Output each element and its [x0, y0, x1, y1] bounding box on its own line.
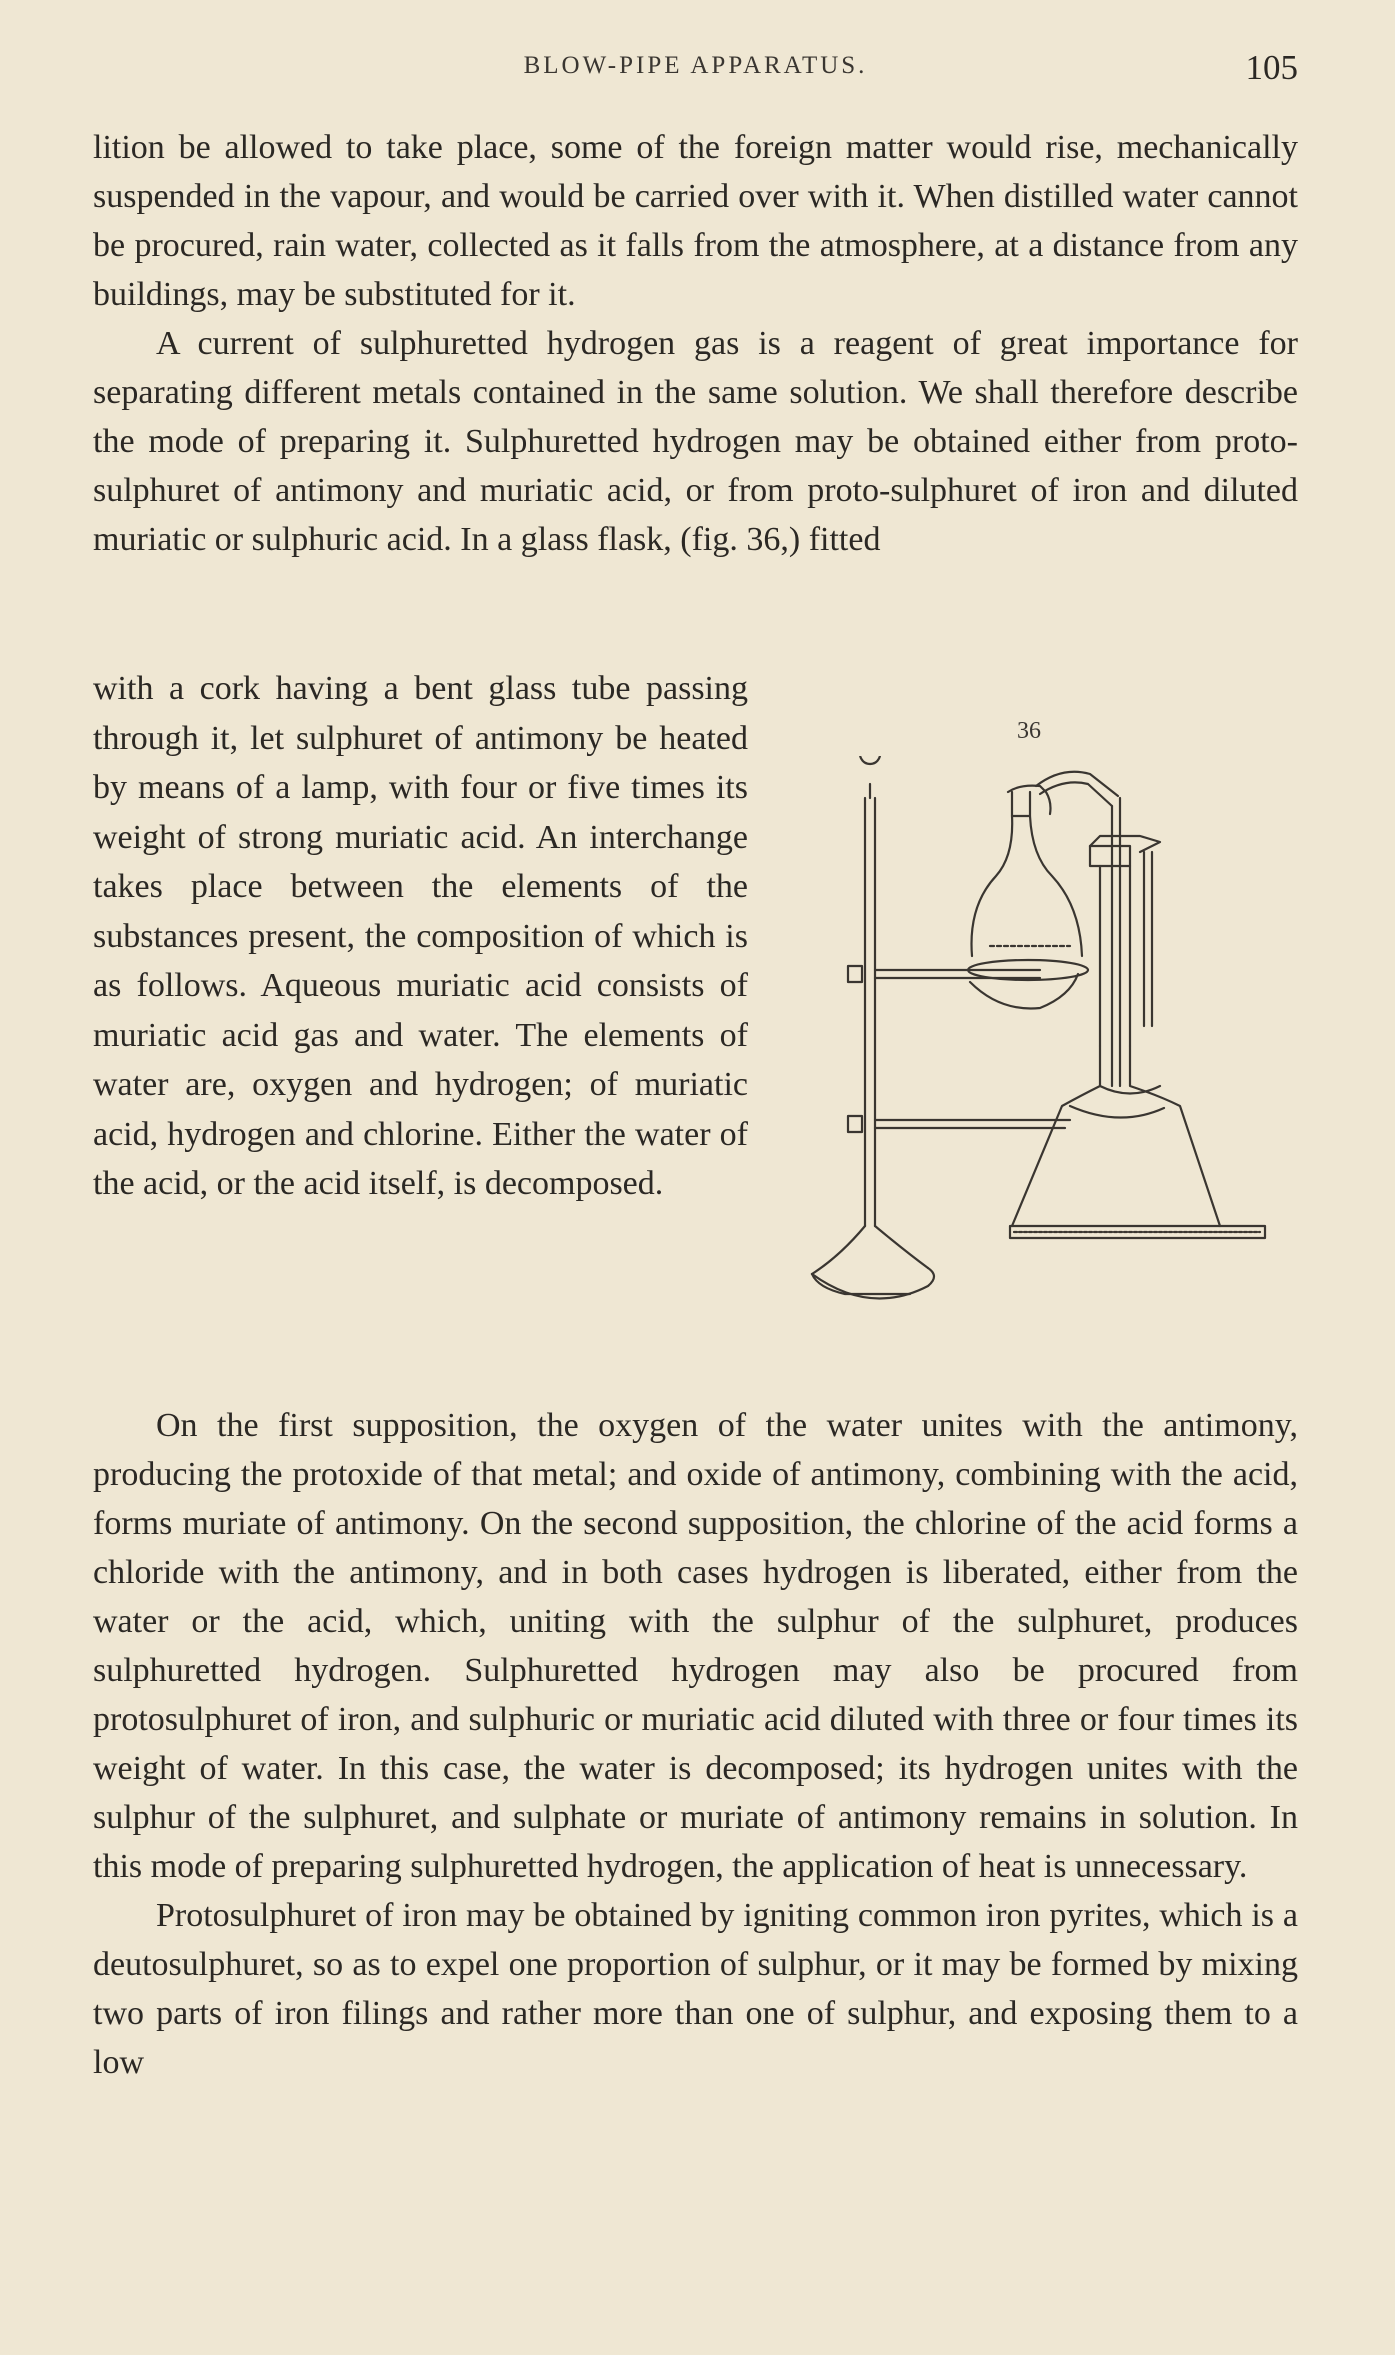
wrapped-text-column	[93, 664, 748, 1209]
flask-apparatus-illustration	[800, 756, 1310, 1356]
base-plate	[1010, 1226, 1265, 1238]
wash-bottle	[1012, 836, 1220, 1226]
glass-flask	[968, 786, 1088, 1009]
paragraph-antimony-heating: with a cork having a bent glass tube passing through it, let sulphuret of antimony be heated by means of a lamp, with four or five times its weight of strong muriatic acid. An interchange takes place between the elements of the substances present, the composition of which is as follows. Aqueous muriatic acid consists of muriatic acid gas and water. The elements of water are, oxygen and hydrogen; of muriatic acid, hydrogen and chlorine. Either the water of the acid, or the acid itself, is decomposed.	[93, 670, 748, 1202]
paragraph-protosulphuret-iron: Protosulphuret of iron may be obtained by igniting common iron pyrites, which is a deutosulphuret, so as to expel one proportion of sulphur, or it may be formed by mixing two parts of iron filings and rather more than one of sulphur, and exposing them to a low	[93, 1897, 1298, 2081]
figure-36	[800, 708, 1310, 1373]
page-header	[93, 48, 1298, 88]
paragraph-first-supposition: On the first supposition, the oxygen of the water unites with the antimony, producing the protoxide of that metal; and oxide of antimony, combining with the acid, forms muriate of antimony. On the second supposition, the chlorine of the acid forms a chloride with the antimony, and in both cases hydrogen is liberated, either from the water or the acid, which, uniting with the sulphur of the sulphuret, produces sulphuretted hydrogen. Sulphuretted hydrogen may also be procured from protosulphuret of iron, and sulphuric or muriatic acid diluted with three or four times its weight of water. In this case, the water is decomposed; its hydrogen unites with the sulphur of the sulphuret, and sulphate or muriate of antimony remains in solution. In this mode of preparing sulphuretted hydrogen, the application of heat is unnecessary.	[93, 1407, 1298, 1885]
retort-stand	[812, 756, 1070, 1299]
running-head: BLOW-PIPE APPARATUS.	[523, 52, 868, 79]
lower-text-block	[93, 1401, 1298, 2087]
paragraph-distilled-water: lition be allowed to take place, some of the foreign matter would rise, mechanically suspended in the vapour, and would be carried over with it. When distilled water cannot be procured, rain water, collected as it falls from the atmosphere, at a distance from any buildings, may be substituted for it.	[93, 129, 1298, 313]
figure-number: 36	[1017, 718, 1041, 744]
page-number: 105	[1245, 48, 1298, 87]
upper-text-block	[93, 123, 1298, 564]
paragraph-sulphuretted-hydrogen: A current of sulphuretted hydrogen gas is a reagent of great importance for separating different metals contained in the same solution. We shall therefore describe the mode of preparing it. Sulphuretted hydrogen may be obtained either from proto-sulphuret of antimony and muriatic acid, or from proto-sulphuret of iron and diluted muriatic or sulphuric acid. In a glass flask, (fig. 36,) fitted	[93, 325, 1298, 558]
